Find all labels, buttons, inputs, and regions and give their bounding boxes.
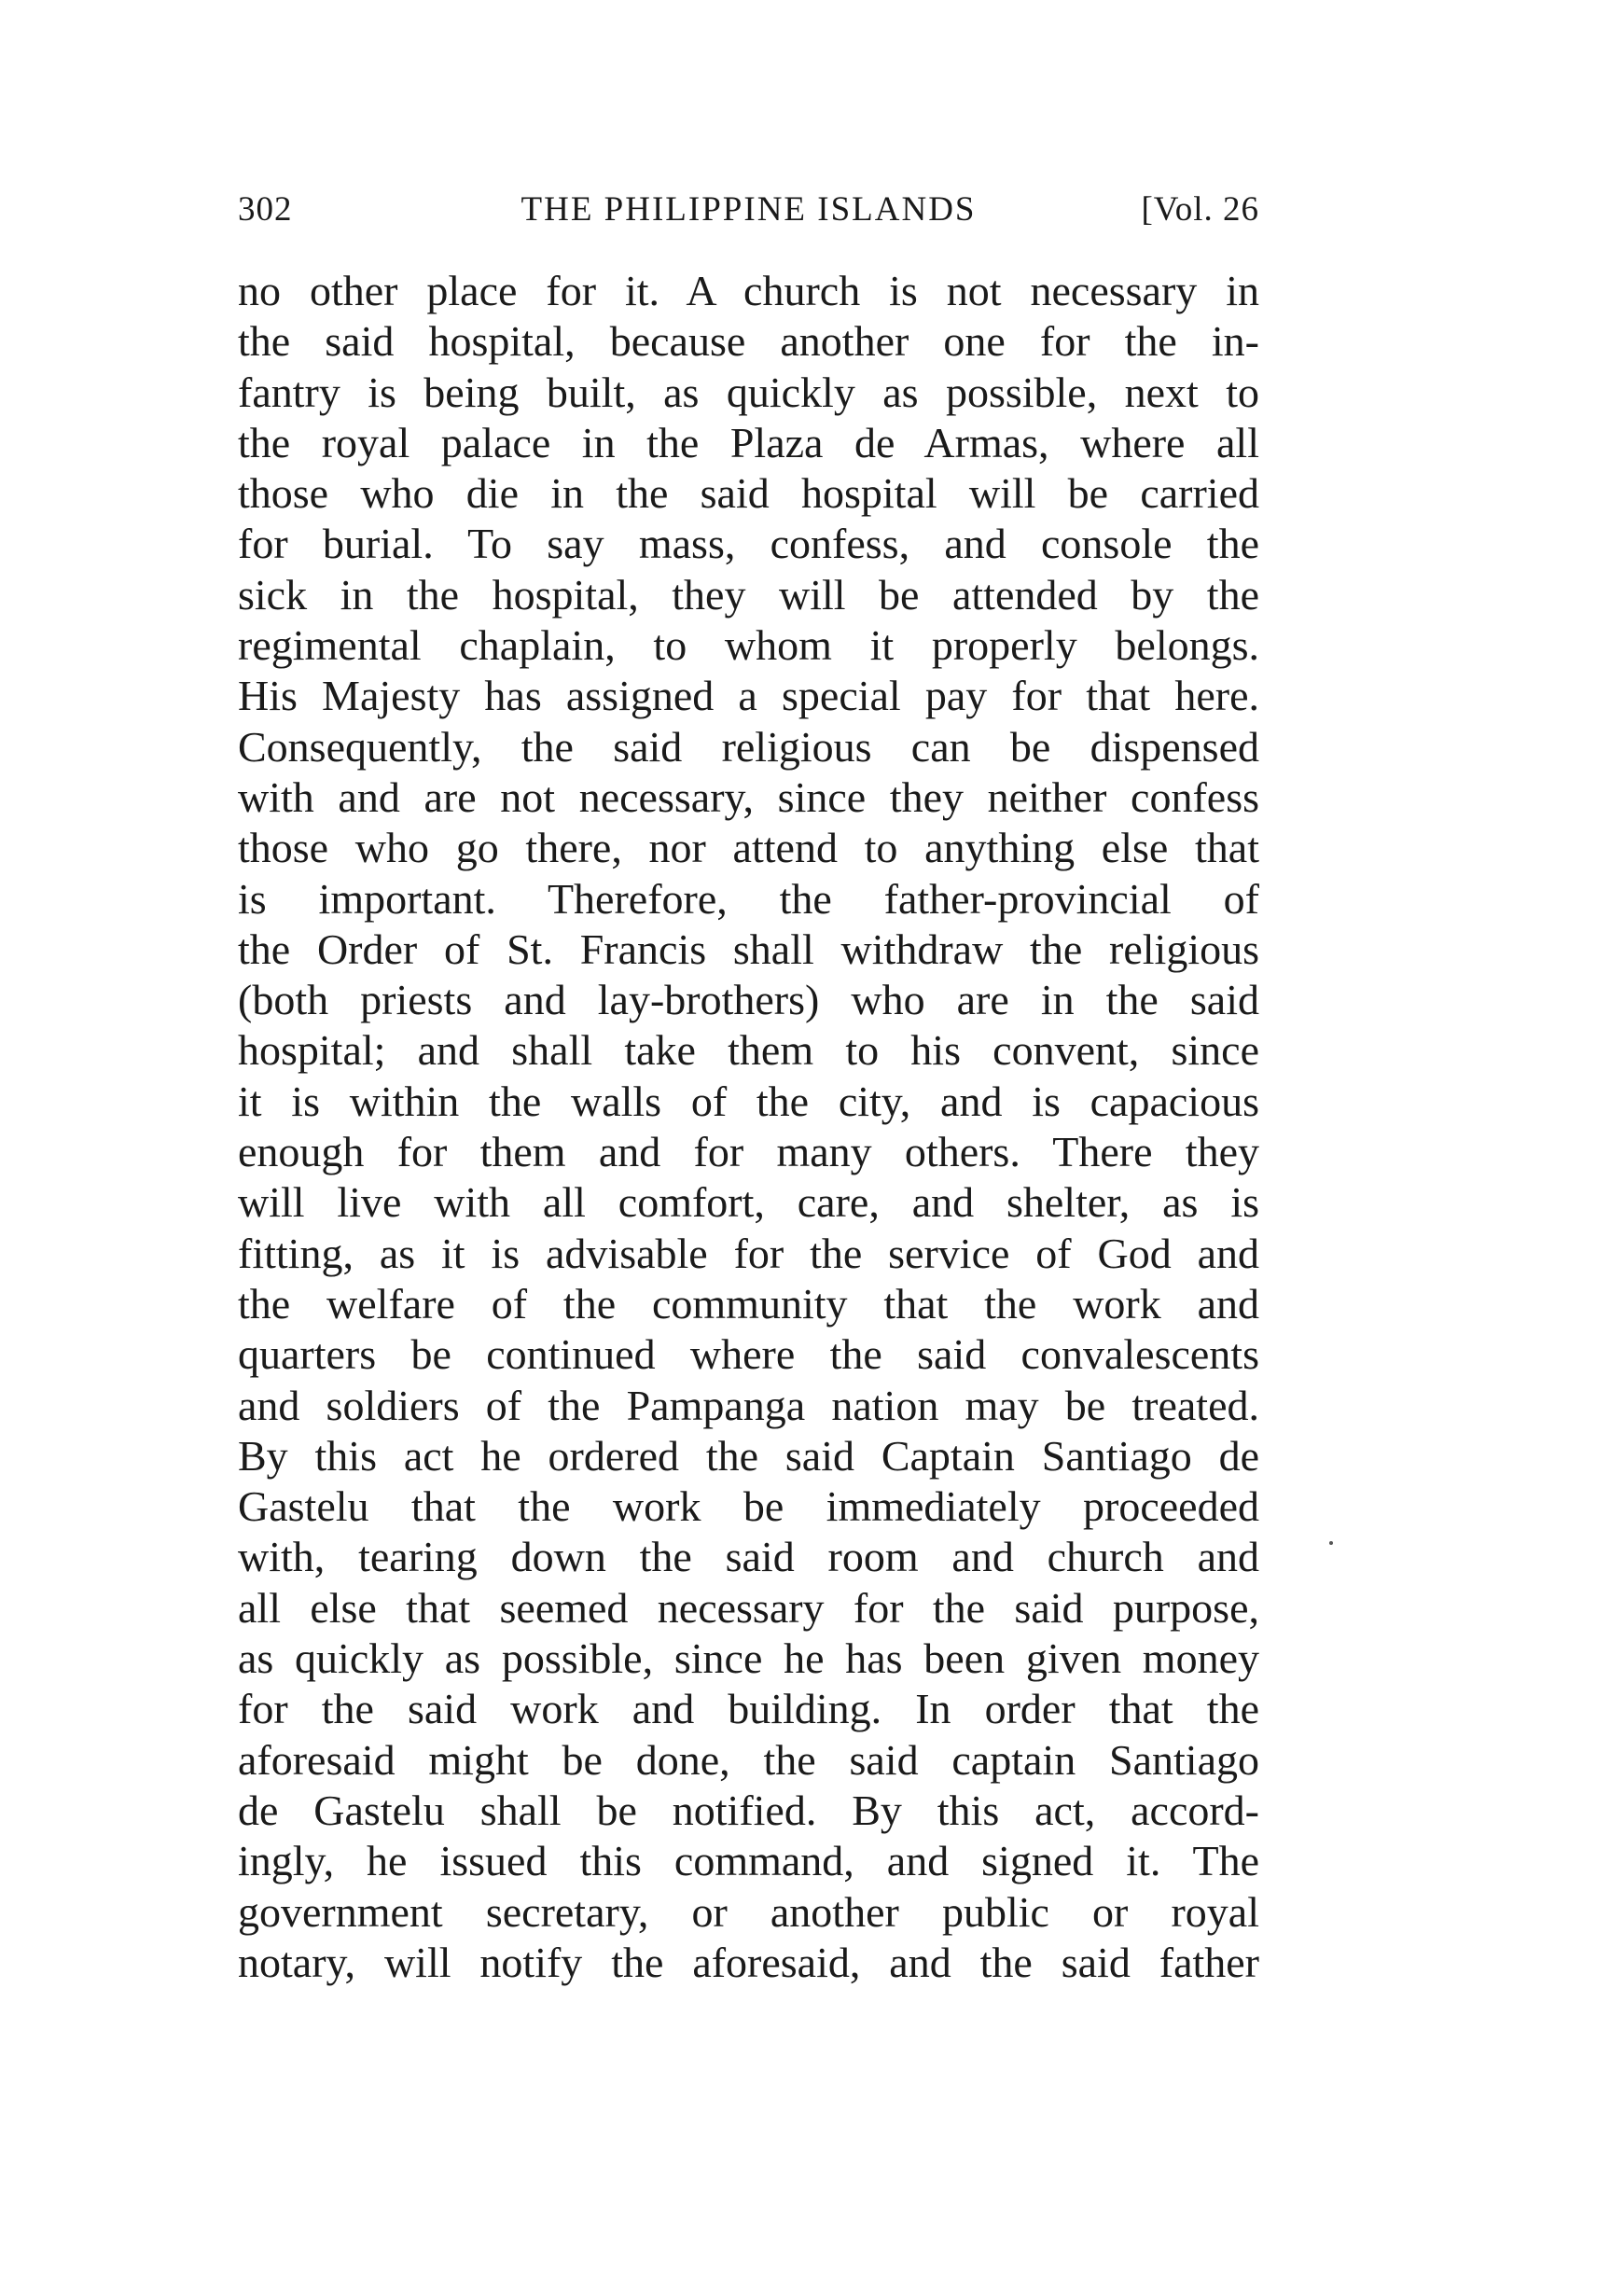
text-line: sick in the hospital, they will be attended by the bbox=[238, 570, 1259, 619]
text-line: Consequently, the said religious can be dispensed bbox=[238, 722, 1259, 771]
text-line: all else that seemed necessary for the said purpose, bbox=[238, 1583, 1259, 1632]
text-line: those who go there, nor attend to anything else that bbox=[238, 824, 1259, 872]
text-line: with and are not necessary, since they neither confess bbox=[238, 772, 1259, 821]
text-line: quarters be continued where the said convalescents bbox=[238, 1330, 1259, 1379]
body-text bbox=[238, 266, 1259, 1988]
text-line: will live with all comfort, care, and shelter, as is bbox=[238, 1178, 1259, 1227]
text-line: the royal palace in the Plaza de Armas, where all bbox=[238, 418, 1259, 466]
text-line: enough for them and for many others. There they bbox=[238, 1128, 1259, 1176]
text-line: By this act he ordered the said Captain Santiago de bbox=[238, 1431, 1259, 1480]
text-line: is important. Therefore, the father-provincial of bbox=[238, 874, 1259, 923]
text-line: His Majesty has assigned a special pay for that here. bbox=[238, 672, 1259, 720]
text-line: the Order of St. Francis shall withdraw the religious bbox=[238, 925, 1259, 973]
text-line: notary, will notify the aforesaid, and the said father bbox=[238, 1938, 1259, 1986]
text-line: fantry is being built, as quickly as possible, next to bbox=[238, 368, 1259, 416]
text-line: Gastelu that the work be immediately proceeded bbox=[238, 1482, 1259, 1531]
running-title: THE PHILIPPINE ISLANDS bbox=[521, 190, 977, 229]
print-speck bbox=[1329, 1541, 1333, 1545]
text-line: (both priests and lay-brothers) who are in the said bbox=[238, 976, 1259, 1024]
text-line: the said hospital, because another one for the in- bbox=[238, 317, 1259, 366]
text-line: and soldiers of the Pampanga nation may be treated. bbox=[238, 1381, 1259, 1429]
text-line: aforesaid might be done, the said captain Santiago bbox=[238, 1735, 1259, 1784]
text-line: it is within the walls of the city, and is capacious bbox=[238, 1077, 1259, 1125]
volume-label: [Vol. 26 bbox=[1141, 190, 1259, 229]
text-line: fitting, as it is advisable for the service of God and bbox=[238, 1229, 1259, 1277]
page-number: 302 bbox=[238, 190, 293, 229]
text-line: government secretary, or another public or royal bbox=[238, 1887, 1259, 1936]
text-line: for the said work and building. In order that the bbox=[238, 1685, 1259, 1733]
text-line: ingly, he issued this command, and signed it. The bbox=[238, 1837, 1259, 1885]
text-line: hospital; and shall take them to his convent, since bbox=[238, 1026, 1259, 1075]
text-line: as quickly as possible, since he has been given money bbox=[238, 1634, 1259, 1683]
text-line: de Gastelu shall be notified. By this act, accord- bbox=[238, 1786, 1259, 1834]
text-line: for burial. To say mass, confess, and console the bbox=[238, 520, 1259, 568]
text-line: regimental chaplain, to whom it properly belongs. bbox=[238, 621, 1259, 670]
text-line: the welfare of the community that the work and bbox=[238, 1279, 1259, 1328]
running-head bbox=[238, 187, 1259, 233]
text-line: those who die in the said hospital will be carried bbox=[238, 469, 1259, 518]
text-line: no other place for it. A church is not necessary in bbox=[238, 267, 1259, 314]
text-line: with, tearing down the said room and church and bbox=[238, 1533, 1259, 1581]
